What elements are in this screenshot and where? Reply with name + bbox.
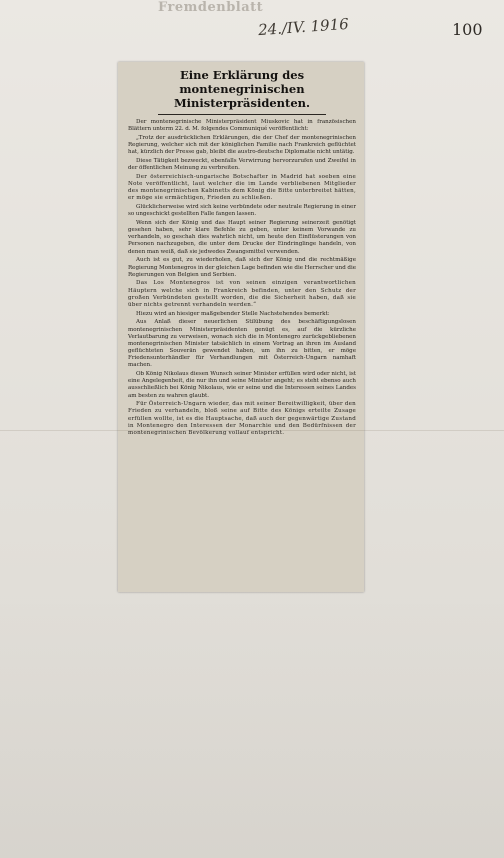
article-title [128, 68, 356, 110]
title-divider [158, 114, 326, 115]
paragraph: Diese Tätigkeit bezweckt, ebenfalls Verwirrung hervorzurufen und Zweifel in der öffentlichen Meinung zu verbreiten. [128, 157, 356, 172]
paragraph: Auch ist es gut, zu wiederholen, daß sich der König und die rechtmäßige Regierung Montenegros in der gleichen Lage befinden wie die Herrscher und die Regierungen von Belgien und Serbien. [128, 257, 356, 278]
article-body [128, 68, 356, 439]
article-title-line-1: Eine Erklärung des montenegrinischen [179, 68, 305, 96]
paragraph: „Trotz der ausdrücklichen Erklärungen, die der Chef der montenegrinischen Regierung, welcher sich mit der königlichen Familie nach Frankreich geflüchtet hat, kürzlich der Presse gab, bleibt die austro-deutsche Diplomatie nicht untätig. [128, 134, 356, 156]
paragraph: Glücklicherweise wird sich keine verbündete oder neutrale Regierung in einer so ungeschickt gestellten Falle fangen lassen. [128, 204, 356, 218]
paragraph: Wenn sich der König und das Haupt seiner Regierung seinerzeit genötigt gesehen haben, sehr klare Befehle zu geben, unter keinem Vorwande zu verhandeln, so geschah dies wahrlich nicht, um heute den Einflüsterungen von Personen nachzugeben, die unter dem Drucke der Eindringlinge handeln, von denen man weiß, daß sie jedwedes Zwangsmittel verwenden. [128, 220, 356, 255]
paragraph: Ob König Nikolaus diesen Wunsch seiner Minister erfüllen wird oder nicht, ist eine Angelegenheit, die nur ihn und seine Minister angeht; es steht ebenso auch ausschließlich bei König Nikolaus, wie er seine und die Interessen seines Landes am besten zu wahren glaubt. [128, 371, 356, 399]
article-title-line-2: Ministerpräsidenten. [173, 96, 311, 110]
newspaper-clipping [118, 62, 364, 592]
page-number: 100 [452, 20, 483, 39]
handwritten-date: 24./IV. 1916 [257, 14, 350, 40]
paper-fold-line [0, 430, 504, 431]
paragraph: Der montenegrinische Ministerpräsident Miuskovic hat in französischen Blättern unterm 22. d. M. folgendes Communiqué veröffentlicht: [128, 119, 356, 133]
newspaper-stamp: Fremdenblatt [158, 0, 264, 15]
paragraph: Für Österreich-Ungarn wieder, das mit seiner Bereitwilligkeit, über den Frieden zu verhandeln, bloß seine auf Bitte des Königs erteilte Zusage erfüllen wollte, ist es die Hauptsache, daß auch der gegenwärtige Zustand in Montenegro den Interessen der Monarchie und den Bedürfnissen der montenegrinischen Bevölkerung vollauf entspricht. [128, 401, 356, 436]
paragraph: Der österreichisch-ungarische Botschafter in Madrid hat soeben eine Note veröffentlicht, laut welcher die im Lande verbliebenen Mitglieder des montenegrinischen Kabinetts dem König die Bitte unterbreitet hätten, er möge sie ermächtigen, Frieden zu schließen. [128, 173, 356, 202]
paragraph: Das Los Montenegros ist von seinen einzigen verantwortlichen Häuptern welche sich in Frankreich befinden, unter den Schutz der großen Verbündeten gestellt worden, die die Sicherheit haben, daß sie über nichts getrennt verhandeln werden.“ [128, 280, 356, 308]
paragraph: Aus Anlaß dieser neuerlichen Stilübung des beschäftigungslosen montenegrinischen Ministerpräsidenten genügt es, auf die kürzliche Verlautbarung zu verweisen, wonach sich die in Montenegro zurückgebliebenen montenegrinischen Minister tatsächlich in einem Vortrag an ihren im Ausland geflüchteten Souverän gewendet haben, um ihn zu bitten, er möge Friedensunterhändler für Verhandlungen mit Österreich-Ungarn namhaft machen. [128, 319, 356, 369]
paragraph: Hiezu wird an hiesiger maßgebender Stelle Nachstehendes bemerkt: [136, 310, 330, 317]
mount-paper [0, 592, 504, 858]
